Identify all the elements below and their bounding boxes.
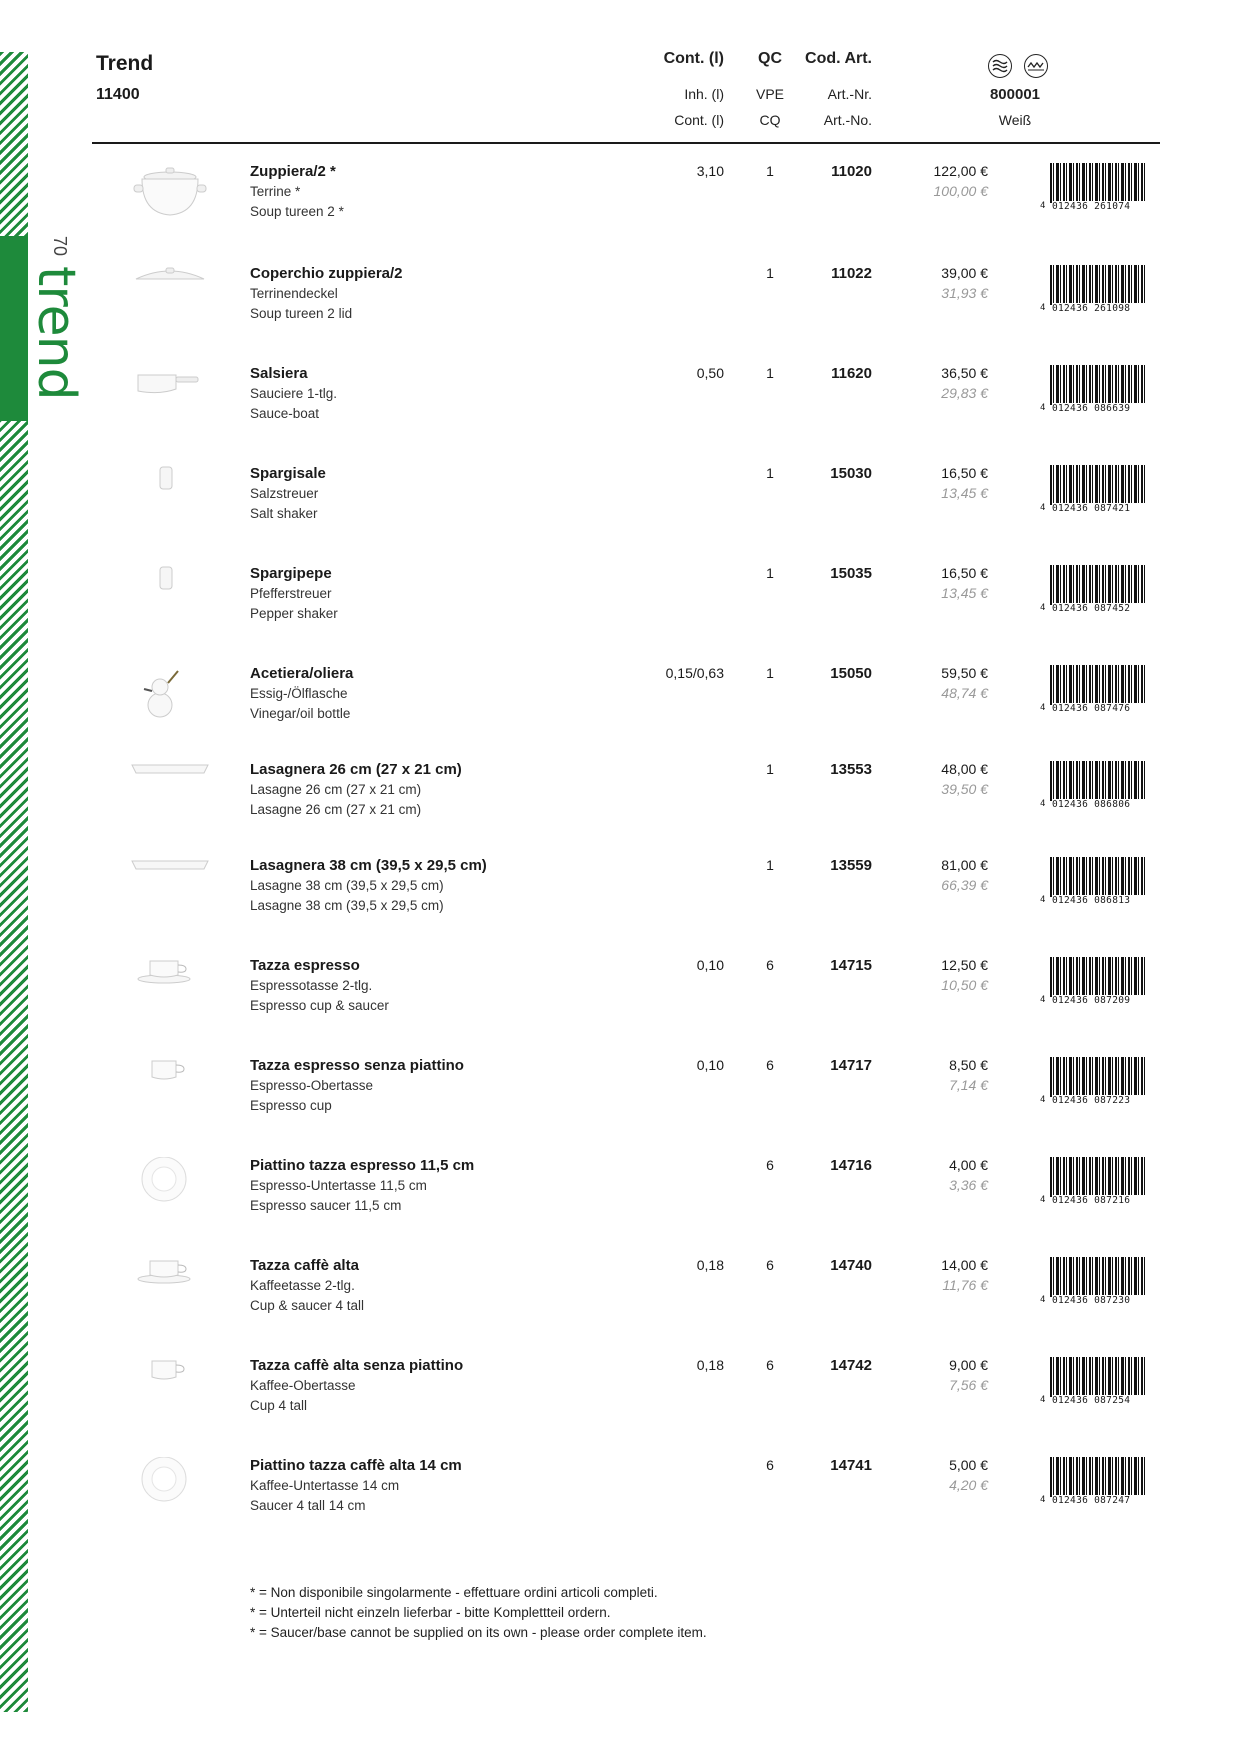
product-article-no: 14741 — [830, 1457, 872, 1474]
product-price: 39,00 € — [941, 265, 988, 281]
product-name-it: Tazza espresso — [250, 957, 360, 974]
col-art-label-en: Art.-No. — [823, 112, 872, 128]
product-price-net: 7,56 € — [949, 1377, 988, 1393]
barcode-digits: 012436 087421 — [1052, 503, 1146, 514]
product-name-de: Kaffeetasse 2-tlg. — [250, 1278, 355, 1293]
product-name-en: Saucer 4 tall 14 cm — [250, 1498, 366, 1513]
barcode-lead-digit: 4 — [1040, 503, 1046, 513]
product-price: 16,50 € — [941, 565, 988, 581]
product-price: 9,00 € — [949, 1357, 988, 1373]
product-name-en: Espresso cup — [250, 1098, 332, 1113]
product-pack-qty: 1 — [766, 365, 774, 381]
product-pack-qty: 6 — [766, 1257, 774, 1273]
product-row — [0, 365, 1240, 455]
product-capacity: 0,18 — [696, 1357, 724, 1373]
product-name-en: Vinegar/oil bottle — [250, 706, 351, 721]
product-row — [0, 665, 1240, 755]
product-name-en: Soup tureen 2 * — [250, 204, 344, 219]
barcode-bars — [1050, 957, 1146, 997]
product-article-no: 15035 — [830, 565, 872, 582]
product-price-net: 7,14 € — [949, 1077, 988, 1093]
product-image — [130, 1157, 210, 1217]
product-price-net: 3,36 € — [949, 1177, 988, 1193]
product-pack-qty: 1 — [766, 465, 774, 481]
product-capacity: 0,18 — [696, 1257, 724, 1273]
product-row — [0, 761, 1240, 851]
product-image — [130, 1257, 210, 1317]
barcode — [1040, 761, 1148, 813]
product-price: 122,00 € — [933, 163, 988, 179]
product-name-en: Soup tureen 2 lid — [250, 306, 353, 321]
product-price: 8,50 € — [949, 1057, 988, 1073]
col-art-label-de: Art.-Nr. — [827, 86, 872, 102]
product-name-de: Espresso-Obertasse — [250, 1078, 374, 1093]
product-pack-qty: 6 — [766, 957, 774, 973]
product-article-no: 13553 — [830, 761, 872, 778]
product-row — [0, 265, 1240, 355]
product-row — [0, 1457, 1240, 1547]
product-price: 12,50 € — [941, 957, 988, 973]
footnote-it: * = Non disponibile singolarmente - effettuare ordini articoli completi. — [250, 1585, 658, 1600]
product-name-en: Salt shaker — [250, 506, 318, 521]
barcode-bars — [1050, 1257, 1146, 1297]
barcode-lead-digit: 4 — [1040, 1295, 1046, 1305]
product-name-it: Lasagnera 38 cm (39,5 x 29,5 cm) — [250, 857, 487, 874]
product-name-de: Kaffee-Obertasse — [250, 1378, 356, 1393]
barcode-bars — [1050, 265, 1146, 305]
product-article-no: 14740 — [830, 1257, 872, 1274]
product-price: 48,00 € — [941, 761, 988, 777]
product-article-no: 14742 — [830, 1357, 872, 1374]
barcode-digits: 012436 261098 — [1052, 303, 1146, 314]
product-name-it: Tazza caffè alta — [250, 1257, 359, 1274]
product-name-de: Espresso-Untertasse 11,5 cm — [250, 1178, 427, 1193]
product-article-no: 14715 — [830, 957, 872, 974]
product-row — [0, 465, 1240, 555]
product-name-it: Zuppiera/2 * — [250, 163, 336, 180]
product-price-net: 39,50 € — [941, 781, 988, 797]
product-row — [0, 163, 1240, 253]
product-name-de: Essig-/Ölflasche — [250, 686, 348, 701]
barcode-lead-digit: 4 — [1040, 799, 1046, 809]
product-pack-qty: 1 — [766, 761, 774, 777]
barcode-lead-digit: 4 — [1040, 201, 1046, 211]
product-article-no: 14716 — [830, 1157, 872, 1174]
product-pack-qty: 6 — [766, 1357, 774, 1373]
product-article-no: 11020 — [831, 163, 872, 180]
product-name-it: Spargipepe — [250, 565, 332, 582]
product-name-de: Sauciere 1-tlg. — [250, 386, 338, 401]
product-price: 5,00 € — [949, 1457, 988, 1473]
barcode-bars — [1050, 761, 1146, 801]
product-name-de: Terrine * — [250, 184, 301, 199]
product-name-en: Lasagne 26 cm (27 x 21 cm) — [250, 802, 422, 817]
dishwasher-icon — [988, 54, 1012, 78]
product-pack-qty: 1 — [766, 857, 774, 873]
product-price-net: 29,83 € — [941, 385, 988, 401]
barcode-lead-digit: 4 — [1040, 703, 1046, 713]
barcode — [1040, 265, 1148, 317]
product-name-it: Piattino tazza caffè alta 14 cm — [250, 1457, 462, 1474]
product-name-it: Tazza caffè alta senza piattino — [250, 1357, 464, 1374]
product-name-en: Espresso cup & saucer — [250, 998, 389, 1013]
barcode-bars — [1050, 565, 1146, 605]
product-name-en: Cup 4 tall — [250, 1398, 308, 1413]
header-divider — [92, 142, 1160, 144]
product-image — [130, 1057, 210, 1117]
product-name-en: Espresso saucer 11,5 cm — [250, 1198, 402, 1213]
product-article-no: 13559 — [830, 857, 872, 874]
product-row — [0, 1257, 1240, 1347]
product-name-de: Terrinendeckel — [250, 286, 338, 301]
barcode-bars — [1050, 857, 1146, 897]
barcode — [1040, 1057, 1148, 1109]
barcode-digits: 012436 087223 — [1052, 1095, 1146, 1106]
product-name-de: Lasagne 26 cm (27 x 21 cm) — [250, 782, 422, 797]
product-pack-qty: 1 — [766, 265, 774, 281]
barcode-lead-digit: 4 — [1040, 1095, 1046, 1105]
col-qc-label: QC — [758, 50, 782, 67]
product-name-it: Salsiera — [250, 365, 308, 382]
product-pack-qty: 6 — [766, 1157, 774, 1173]
decor-name: Weiß — [998, 112, 1032, 128]
barcode-lead-digit: 4 — [1040, 1495, 1046, 1505]
barcode-lead-digit: 4 — [1040, 1395, 1046, 1405]
microwave-icon — [1024, 54, 1048, 78]
product-pack-qty: 1 — [766, 565, 774, 581]
product-name-de: Salzstreuer — [250, 486, 319, 501]
product-name-en: Cup & saucer 4 tall — [250, 1298, 365, 1313]
product-name-it: Lasagnera 26 cm (27 x 21 cm) — [250, 761, 462, 778]
barcode — [1040, 857, 1148, 909]
barcode-lead-digit: 4 — [1040, 995, 1046, 1005]
barcode-bars — [1050, 1457, 1146, 1497]
product-article-no: 15030 — [830, 465, 872, 482]
col-cont-label-en: Cont. (l) — [674, 112, 724, 128]
product-name-en: Lasagne 38 cm (39,5 x 29,5 cm) — [250, 898, 444, 913]
product-price-net: 13,45 € — [941, 585, 988, 601]
product-image — [130, 1457, 210, 1517]
product-row — [0, 1157, 1240, 1247]
product-row — [0, 565, 1240, 655]
product-price-net: 48,74 € — [941, 685, 988, 701]
barcode-lead-digit: 4 — [1040, 603, 1046, 613]
product-price: 59,50 € — [941, 665, 988, 681]
barcode-digits: 012436 087247 — [1052, 1495, 1146, 1506]
product-price: 16,50 € — [941, 465, 988, 481]
product-price: 4,00 € — [949, 1157, 988, 1173]
barcode — [1040, 1157, 1148, 1209]
product-image — [130, 1357, 210, 1417]
product-image — [130, 163, 210, 223]
barcode-lead-digit: 4 — [1040, 1195, 1046, 1205]
barcode-bars — [1050, 365, 1146, 405]
barcode-digits: 012436 261074 — [1052, 201, 1146, 212]
product-price-net: 4,20 € — [949, 1477, 988, 1493]
product-image — [130, 565, 210, 625]
product-price-net: 13,45 € — [941, 485, 988, 501]
barcode-digits: 012436 086639 — [1052, 403, 1146, 414]
product-image — [130, 465, 210, 525]
barcode-digits: 012436 087230 — [1052, 1295, 1146, 1306]
page-title: Trend — [96, 52, 154, 75]
product-price: 81,00 € — [941, 857, 988, 873]
barcode — [1040, 1457, 1148, 1509]
product-image — [130, 665, 210, 725]
col-qc-label-en: CQ — [759, 112, 781, 128]
barcode-bars — [1050, 163, 1146, 203]
barcode — [1040, 1257, 1148, 1309]
product-price-net: 100,00 € — [933, 183, 988, 199]
barcode-bars — [1050, 665, 1146, 705]
product-image — [130, 957, 210, 1017]
product-name-de: Lasagne 38 cm (39,5 x 29,5 cm) — [250, 878, 444, 893]
product-price-net: 31,93 € — [941, 285, 988, 301]
product-image — [130, 761, 210, 821]
barcode-digits: 012436 087452 — [1052, 603, 1146, 614]
barcode-digits: 012436 087254 — [1052, 1395, 1146, 1406]
product-name-en: Sauce-boat — [250, 406, 320, 421]
product-article-no: 15050 — [830, 665, 872, 682]
barcode-bars — [1050, 465, 1146, 505]
product-pack-qty: 6 — [766, 1057, 774, 1073]
product-capacity: 0,50 — [696, 365, 724, 381]
barcode-digits: 012436 086813 — [1052, 895, 1146, 906]
product-row — [0, 1057, 1240, 1147]
product-name-it: Coperchio zuppiera/2 — [250, 265, 403, 282]
product-row — [0, 857, 1240, 947]
product-article-no: 14717 — [830, 1057, 872, 1074]
product-capacity: 0,15/0,63 — [665, 665, 724, 681]
product-image — [130, 857, 210, 917]
product-row — [0, 957, 1240, 1047]
barcode-bars — [1050, 1057, 1146, 1097]
product-price-net: 10,50 € — [941, 977, 988, 993]
product-name-it: Acetiera/oliera — [250, 665, 354, 682]
col-art-label: Cod. Art. — [805, 50, 872, 67]
footnotes — [250, 1583, 707, 1643]
product-name-de: Espressotasse 2-tlg. — [250, 978, 373, 993]
product-article-no: 11620 — [831, 365, 872, 382]
product-pack-qty: 6 — [766, 1457, 774, 1473]
product-name-en: Pepper shaker — [250, 606, 338, 621]
product-capacity: 3,10 — [696, 163, 724, 179]
product-image — [130, 365, 210, 425]
barcode-bars — [1050, 1357, 1146, 1397]
barcode-digits: 012436 087216 — [1052, 1195, 1146, 1206]
product-name-it: Spargisale — [250, 465, 326, 482]
product-price: 14,00 € — [941, 1257, 988, 1273]
product-capacity: 0,10 — [696, 1057, 724, 1073]
product-price-net: 66,39 € — [941, 877, 988, 893]
product-name-de: Pfefferstreuer — [250, 586, 332, 601]
product-article-no: 11022 — [831, 265, 872, 282]
product-pack-qty: 1 — [766, 665, 774, 681]
footnote-de: * = Unterteil nicht einzeln lieferbar - bitte Komplettteil ordern. — [250, 1605, 611, 1620]
col-cont-label: Cont. (l) — [663, 50, 724, 67]
product-name-de: Kaffee-Untertasse 14 cm — [250, 1478, 400, 1493]
product-pack-qty: 1 — [766, 163, 774, 179]
product-price-net: 11,76 € — [942, 1277, 988, 1293]
col-cont-label-de: Inh. (l) — [684, 86, 724, 102]
barcode — [1040, 163, 1148, 215]
product-name-it: Piattino tazza espresso 11,5 cm — [250, 1157, 475, 1174]
col-qc-label-de: VPE — [755, 86, 784, 102]
barcode-lead-digit: 4 — [1040, 895, 1046, 905]
product-name-it: Tazza espresso senza piattino — [250, 1057, 464, 1074]
barcode-digits: 012436 087209 — [1052, 995, 1146, 1006]
barcode-digits: 012436 087476 — [1052, 703, 1146, 714]
barcode-lead-digit: 4 — [1040, 403, 1046, 413]
barcode-bars — [1050, 1157, 1146, 1197]
barcode — [1040, 365, 1148, 417]
page-number: 70 — [50, 236, 70, 257]
product-price: 36,50 € — [941, 365, 988, 381]
decor-code: 800001 — [989, 86, 1041, 103]
product-capacity: 0,10 — [696, 957, 724, 973]
barcode — [1040, 957, 1148, 1009]
barcode — [1040, 665, 1148, 717]
barcode — [1040, 1357, 1148, 1409]
barcode — [1040, 565, 1148, 617]
barcode-digits: 012436 086806 — [1052, 799, 1146, 810]
footnote-en: * = Saucer/base cannot be supplied on its own - please order complete item. — [250, 1625, 707, 1640]
product-image — [130, 265, 210, 325]
collection-code: 11400 — [96, 86, 140, 103]
brand-logo: trend — [26, 266, 86, 400]
barcode-lead-digit: 4 — [1040, 303, 1046, 313]
product-row — [0, 1357, 1240, 1447]
barcode — [1040, 465, 1148, 517]
